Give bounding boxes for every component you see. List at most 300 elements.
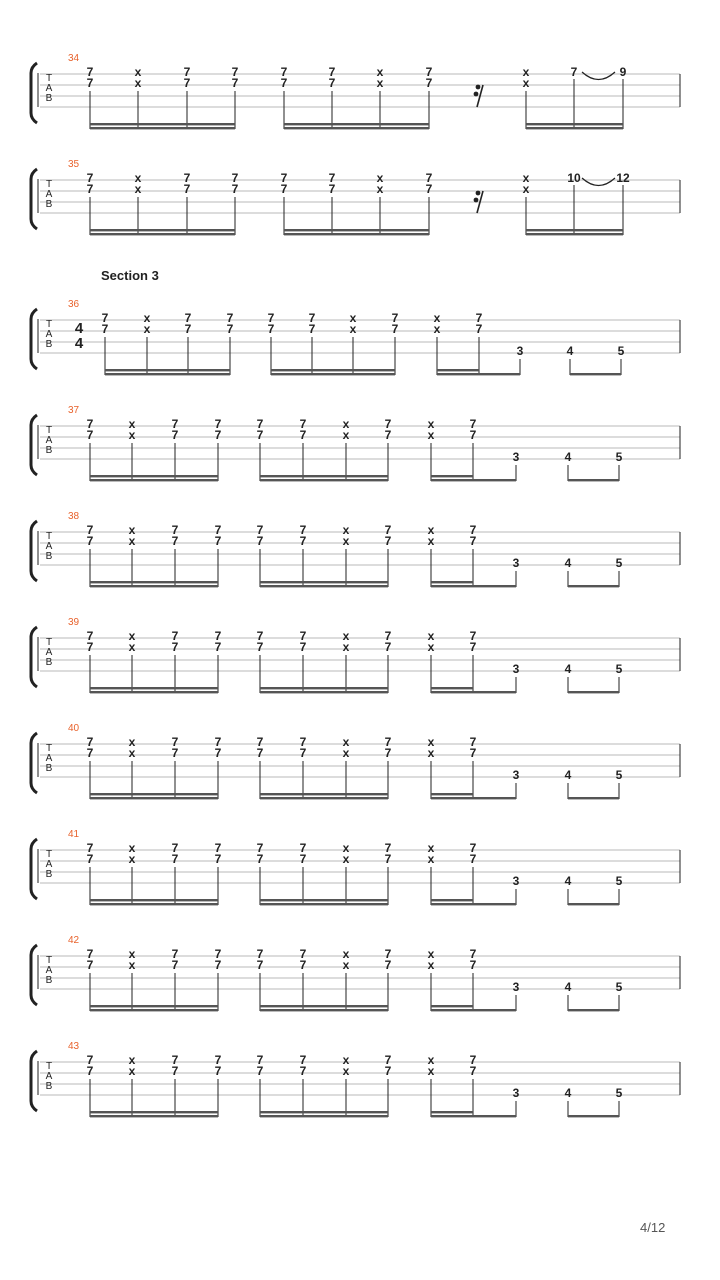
measure-number: 34 [68, 53, 80, 64]
fret-number: 7 [256, 1053, 264, 1067]
fret-number: 7 [256, 746, 264, 760]
fret-number: 7 [171, 629, 179, 643]
fret-number: 7 [171, 841, 179, 855]
fret-number: 10 [567, 171, 581, 185]
fret-number: 7 [469, 746, 477, 760]
fret-number: x [128, 629, 136, 643]
fret-number: x [342, 417, 350, 431]
beam [284, 123, 429, 125]
beam [431, 1115, 473, 1117]
fret-number: x [128, 428, 136, 442]
fret-number: x [427, 1064, 435, 1078]
system-bracket [31, 521, 37, 581]
tab-clef-letter: T [45, 849, 53, 860]
fret-number: 7 [256, 534, 264, 548]
fret-number: 7 [328, 65, 336, 79]
beam [260, 793, 388, 795]
fret-number: x [342, 958, 350, 972]
fret-number: 7 [86, 947, 94, 961]
fret-number: 7 [214, 735, 222, 749]
beam [568, 797, 619, 799]
fret-number: x [427, 746, 435, 760]
tab-system-41 [31, 829, 680, 905]
beam [479, 373, 520, 375]
fret-number: 7 [299, 852, 307, 866]
fret-number: 7 [256, 958, 264, 972]
beam [105, 373, 230, 375]
beam [473, 479, 516, 481]
fret-number: x [134, 182, 142, 196]
system-bracket [31, 627, 37, 687]
fret-number: 7 [384, 1064, 392, 1078]
beam [526, 229, 623, 231]
beam [260, 797, 388, 799]
fret-number: 5 [615, 980, 623, 994]
beam [526, 123, 623, 125]
fret-number: 7 [469, 523, 477, 537]
fret-number: 7 [86, 428, 94, 442]
fret-number: x [342, 534, 350, 548]
fret-number: 7 [214, 841, 222, 855]
beam [284, 127, 429, 129]
beam [260, 899, 388, 901]
fret-number: 7 [171, 428, 179, 442]
beam [431, 475, 473, 477]
beam [90, 1005, 218, 1007]
tab-clef-letter: B [45, 1081, 53, 1092]
beam [568, 585, 619, 587]
fret-number: x [128, 1064, 136, 1078]
fret-number: x [128, 735, 136, 749]
fret-number: 7 [171, 523, 179, 537]
fret-number: x [342, 629, 350, 643]
measure-number: 37 [68, 405, 80, 416]
fret-number: 7 [299, 417, 307, 431]
fret-number: 7 [256, 640, 264, 654]
fret-number: x [427, 841, 435, 855]
rest-symbol [476, 85, 481, 90]
beam [90, 475, 218, 477]
fret-number: 7 [280, 171, 288, 185]
fret-number: x [128, 523, 136, 537]
system-bracket [31, 1051, 37, 1111]
fret-number: 7 [231, 171, 239, 185]
fret-number: 7 [469, 640, 477, 654]
system-bracket [31, 63, 37, 123]
tab-system-36 [31, 299, 680, 375]
beam [473, 1115, 516, 1117]
fret-number: 7 [475, 311, 483, 325]
beam [526, 127, 623, 129]
tab-clef-letter: B [45, 445, 53, 456]
section-label: Section 3 [101, 268, 159, 283]
fret-number: x [342, 640, 350, 654]
fret-number: x [342, 1053, 350, 1067]
fret-number: 7 [86, 65, 94, 79]
measure-number: 42 [68, 935, 80, 946]
fret-number: 7 [391, 311, 399, 325]
beam [90, 581, 218, 583]
tab-system-43 [31, 1041, 680, 1117]
fret-number: 7 [384, 640, 392, 654]
fret-number: 7 [86, 523, 94, 537]
fret-number: 7 [183, 182, 191, 196]
fret-number: 3 [512, 768, 520, 782]
beam [90, 797, 218, 799]
fret-number: 7 [214, 428, 222, 442]
beam [260, 475, 388, 477]
fret-number: 7 [214, 523, 222, 537]
beam [90, 229, 235, 231]
fret-number: x [342, 852, 350, 866]
fret-number: 7 [101, 311, 109, 325]
fret-number: 7 [86, 640, 94, 654]
fret-number: 7 [469, 428, 477, 442]
fret-number: 7 [214, 534, 222, 548]
fret-number: 7 [384, 852, 392, 866]
tab-clef-letter: T [45, 179, 53, 190]
measure-number: 36 [68, 299, 80, 310]
fret-number: 3 [512, 874, 520, 888]
tab-clef-letter: A [45, 647, 53, 658]
fret-number: 7 [425, 65, 433, 79]
fret-number: 7 [256, 417, 264, 431]
fret-number: x [376, 65, 384, 79]
fret-number: 7 [280, 76, 288, 90]
fret-number: 7 [86, 417, 94, 431]
fret-number: 7 [384, 958, 392, 972]
fret-number: 7 [184, 322, 192, 336]
fret-number: x [427, 1053, 435, 1067]
tab-clef-letter: B [45, 975, 53, 986]
fret-number: 7 [299, 746, 307, 760]
fret-number: 7 [214, 640, 222, 654]
measure-number: 39 [68, 617, 80, 628]
tab-system-34 [31, 53, 680, 129]
fret-number: 7 [226, 322, 234, 336]
fret-number: 7 [425, 182, 433, 196]
beam [90, 585, 218, 587]
fret-number: x [433, 322, 441, 336]
fret-number: 7 [171, 1064, 179, 1078]
fret-number: 7 [256, 428, 264, 442]
fret-number: x [427, 735, 435, 749]
fret-number: 7 [226, 311, 234, 325]
time-signature-bottom: 4 [74, 335, 84, 352]
beam [431, 479, 473, 481]
fret-number: 7 [231, 76, 239, 90]
fret-number: 7 [231, 182, 239, 196]
fret-number: x [427, 629, 435, 643]
fret-number: 7 [171, 417, 179, 431]
measure-number: 43 [68, 1041, 80, 1052]
tab-clef-letter: B [45, 339, 53, 350]
fret-number: x [134, 65, 142, 79]
fret-number: x [427, 523, 435, 537]
tab-clef-letter: T [45, 319, 53, 330]
beam [568, 479, 619, 481]
tab-clef-letter: A [45, 189, 53, 200]
fret-number: x [128, 640, 136, 654]
measure-number: 40 [68, 723, 80, 734]
system-bracket [31, 733, 37, 793]
fret-number: 7 [86, 958, 94, 972]
rest-symbol [474, 198, 479, 203]
fret-number: x [342, 1064, 350, 1078]
fret-number: 7 [570, 65, 578, 79]
fret-number: 7 [214, 852, 222, 866]
fret-number: x [376, 76, 384, 90]
beam [568, 903, 619, 905]
beam [90, 479, 218, 481]
beam [431, 899, 473, 901]
beam [568, 1009, 619, 1011]
time-signature-top: 4 [74, 320, 84, 337]
beam [431, 797, 473, 799]
fret-number: 7 [469, 841, 477, 855]
beam [568, 691, 619, 693]
fret-number: 7 [86, 171, 94, 185]
tab-clef-letter: T [45, 73, 53, 84]
beam [431, 691, 473, 693]
fret-number: 7 [299, 1053, 307, 1067]
system-bracket [31, 169, 37, 229]
fret-number: x [342, 428, 350, 442]
beam [431, 1005, 473, 1007]
fret-number: 5 [615, 450, 623, 464]
tab-system-40 [31, 723, 680, 799]
fret-number: x [128, 958, 136, 972]
tab-system-35 [31, 159, 680, 235]
tab-clef-letter: T [45, 425, 53, 436]
tab-clef-letter: A [45, 1071, 53, 1082]
system-bracket [31, 415, 37, 475]
measure-number: 41 [68, 829, 80, 840]
beam [473, 797, 516, 799]
fret-number: 4 [564, 1086, 572, 1100]
fret-number: 7 [171, 958, 179, 972]
fret-number: x [342, 746, 350, 760]
fret-number: 3 [516, 344, 524, 358]
fret-number: x [143, 311, 151, 325]
fret-number: 7 [171, 947, 179, 961]
fret-number: x [427, 428, 435, 442]
fret-number: 7 [384, 428, 392, 442]
fret-number: x [522, 171, 530, 185]
tab-system-39 [31, 617, 680, 693]
tab-clef-letter: B [45, 657, 53, 668]
beam [90, 1009, 218, 1011]
tab-clef-letter: B [45, 763, 53, 774]
beam [271, 369, 395, 371]
fret-number: 7 [171, 640, 179, 654]
fret-number: 7 [171, 1053, 179, 1067]
fret-number: 7 [391, 322, 399, 336]
fret-number: 7 [86, 841, 94, 855]
fret-number: 7 [256, 629, 264, 643]
fret-number: 7 [384, 523, 392, 537]
fret-number: 7 [299, 735, 307, 749]
beam [260, 581, 388, 583]
beam [260, 1115, 388, 1117]
fret-number: 7 [214, 417, 222, 431]
fret-number: 7 [328, 76, 336, 90]
fret-number: 3 [512, 662, 520, 676]
tab-clef-letter: T [45, 637, 53, 648]
fret-number: 7 [469, 852, 477, 866]
beam [90, 127, 235, 129]
beam [260, 1111, 388, 1113]
fret-number: 7 [101, 322, 109, 336]
beam [568, 1115, 619, 1117]
fret-number: x [427, 417, 435, 431]
fret-number: 7 [256, 735, 264, 749]
fret-number: 7 [267, 322, 275, 336]
fret-number: x [342, 841, 350, 855]
measure-number: 35 [68, 159, 80, 170]
fret-number: 7 [299, 428, 307, 442]
fret-number: 7 [214, 1053, 222, 1067]
system-bracket [31, 945, 37, 1005]
fret-number: 7 [308, 322, 316, 336]
beam [260, 691, 388, 693]
fret-number: 7 [299, 958, 307, 972]
fret-number: 7 [171, 735, 179, 749]
measure-number: 38 [68, 511, 80, 522]
system-bracket [31, 309, 37, 369]
fret-number: 7 [214, 629, 222, 643]
tab-clef-letter: T [45, 743, 53, 754]
fret-number: 7 [86, 735, 94, 749]
fret-number: 7 [425, 171, 433, 185]
beam [90, 1111, 218, 1113]
tab-clef-letter: A [45, 329, 53, 340]
fret-number: 3 [512, 556, 520, 570]
fret-number: x [427, 947, 435, 961]
beam [473, 585, 516, 587]
fret-number: 7 [384, 735, 392, 749]
tab-clef-letter: B [45, 551, 53, 562]
fret-number: 7 [328, 182, 336, 196]
fret-number: 4 [566, 344, 574, 358]
tab-clef-letter: A [45, 541, 53, 552]
tab-system-42 [31, 935, 680, 1011]
fret-number: 7 [231, 65, 239, 79]
rest-symbol [476, 191, 481, 196]
beam [260, 479, 388, 481]
tab-system-37 [31, 405, 680, 481]
beam [90, 233, 235, 235]
fret-number: 7 [256, 947, 264, 961]
fret-number: 7 [384, 947, 392, 961]
fret-number: 7 [256, 523, 264, 537]
fret-number: 7 [86, 1064, 94, 1078]
beam [431, 581, 473, 583]
fret-number: 7 [256, 1064, 264, 1078]
beam [431, 903, 473, 905]
fret-number: 7 [299, 629, 307, 643]
fret-number: 7 [469, 958, 477, 972]
fret-number: 7 [280, 65, 288, 79]
fret-number: 4 [564, 768, 572, 782]
tab-clef-letter: A [45, 859, 53, 870]
tab-clef-letter: A [45, 965, 53, 976]
fret-number: 7 [469, 417, 477, 431]
tab-clef-letter: T [45, 955, 53, 966]
fret-number: x [128, 417, 136, 431]
fret-number: 7 [214, 958, 222, 972]
fret-number: x [134, 76, 142, 90]
beam [90, 687, 218, 689]
fret-number: 7 [86, 1053, 94, 1067]
slur [582, 178, 615, 186]
tab-clef-letter: A [45, 435, 53, 446]
tab-clef-letter: A [45, 83, 53, 94]
fret-number: 4 [564, 874, 572, 888]
fret-number: x [427, 852, 435, 866]
fret-number: 5 [615, 662, 623, 676]
tab-clef-letter: T [45, 1061, 53, 1072]
fret-number: 7 [328, 171, 336, 185]
fret-number: x [128, 746, 136, 760]
page-number: 4/12 [640, 1220, 666, 1235]
fret-number: 7 [183, 171, 191, 185]
fret-number: 7 [299, 1064, 307, 1078]
rest-symbol [474, 92, 479, 97]
beam [90, 793, 218, 795]
fret-number: 7 [384, 417, 392, 431]
fret-number: 5 [615, 556, 623, 570]
fret-number: 7 [299, 640, 307, 654]
fret-number: 7 [214, 1064, 222, 1078]
beam [473, 1009, 516, 1011]
tab-clef-letter: B [45, 199, 53, 210]
fret-number: x [128, 852, 136, 866]
fret-number: 12 [616, 171, 630, 185]
fret-number: 7 [469, 629, 477, 643]
fret-number: 7 [256, 841, 264, 855]
beam [570, 373, 621, 375]
fret-number: x [342, 735, 350, 749]
tab-clef-letter: B [45, 869, 53, 880]
fret-number: x [427, 958, 435, 972]
fret-number: 7 [184, 311, 192, 325]
fret-number: 7 [214, 947, 222, 961]
fret-number: 7 [299, 841, 307, 855]
fret-number: x [427, 534, 435, 548]
beam [90, 899, 218, 901]
fret-number: x [128, 534, 136, 548]
fret-number: x [349, 311, 357, 325]
beam [437, 373, 479, 375]
fret-number: 7 [469, 735, 477, 749]
fret-number: x [376, 182, 384, 196]
fret-number: 7 [214, 746, 222, 760]
fret-number: 7 [299, 534, 307, 548]
tab-clef-letter: A [45, 753, 53, 764]
fret-number: 4 [564, 662, 572, 676]
fret-number: 7 [171, 534, 179, 548]
beam [431, 793, 473, 795]
fret-number: 7 [280, 182, 288, 196]
fret-number: 5 [615, 1086, 623, 1100]
fret-number: 7 [267, 311, 275, 325]
fret-number: x [522, 65, 530, 79]
fret-number: x [522, 182, 530, 196]
fret-number: x [376, 171, 384, 185]
fret-number: 7 [384, 841, 392, 855]
beam [260, 1005, 388, 1007]
